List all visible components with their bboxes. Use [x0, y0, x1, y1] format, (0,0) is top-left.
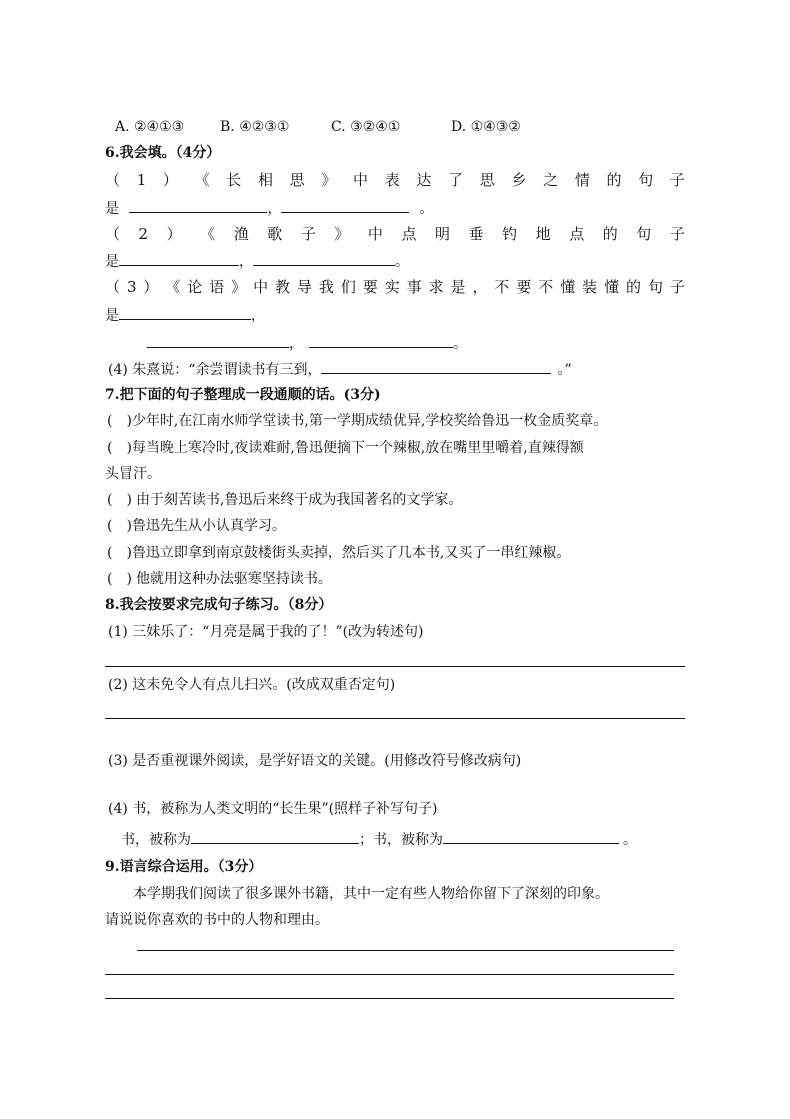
justified-char: 论 — [187, 278, 203, 296]
justified-char: 语 — [209, 278, 225, 296]
justified-char: （ — [105, 225, 121, 243]
q8-s4-blank-2[interactable] — [443, 829, 619, 844]
q9-body-1: 本学期我们阅读了很多课外书籍，其中一定有些人物给你留下了深刻的印象。 — [133, 886, 609, 902]
justified-char: 2 — [138, 225, 149, 243]
option-b: B. ④②③① — [220, 119, 290, 135]
q8-s4-blank-1[interactable] — [191, 829, 359, 844]
q6-s1-blank-1[interactable] — [129, 198, 267, 213]
q6-s3-line2: 是 ， — [105, 305, 265, 326]
justified-char: 要 — [516, 278, 532, 296]
justified-char: 《 — [165, 278, 181, 296]
justified-char: 是 — [450, 278, 466, 296]
justified-char: 相 — [257, 171, 273, 189]
justified-char: 《 — [194, 171, 210, 189]
justified-char: 了 — [448, 171, 464, 189]
q9-answer-line-2[interactable] — [105, 974, 674, 975]
option-a: A. ②④①③ — [115, 119, 185, 135]
justified-char: 的 — [602, 225, 618, 243]
justified-char: 要 — [362, 278, 378, 296]
q9-answer-line-3[interactable] — [105, 998, 674, 999]
justified-char: 达 — [416, 171, 432, 189]
q7-paren-1[interactable]: ( ) — [107, 413, 132, 429]
q7-item-4: ( )鲁迅先生从小认真学习。 — [107, 518, 286, 534]
justified-char: 装 — [582, 278, 598, 296]
q7-paren-2[interactable]: ( ) — [107, 440, 132, 456]
justified-char: 渔 — [233, 225, 249, 243]
justified-char: 懂 — [604, 278, 620, 296]
q6-s3-line3: ， 。 — [147, 333, 467, 354]
q6-s3-line1 — [105, 277, 685, 297]
q7-paren-6[interactable]: ( ) — [107, 571, 132, 587]
q9-title: 9.语言综合运用。（3分） — [105, 859, 263, 875]
justified-char: 钓 — [502, 225, 518, 243]
q7-item-5: ( )鲁迅立即拿到南京鼓楼街头卖掉，然后买了几本书,又买了一串红辣椒。 — [107, 545, 571, 561]
justified-char: ） — [162, 171, 178, 189]
q7-title: 7.把下面的句子整理成一段通顺的话。(3分) — [105, 387, 381, 403]
q8-s4: (4) 书，被称为人类文明的“长生果”(照样子补写句子) — [108, 801, 438, 817]
justified-char: 求 — [428, 278, 444, 296]
q6-s4: (4) 朱熹说：“余尝谓读书有三到， 。” — [108, 359, 572, 380]
justified-char: ） — [143, 278, 159, 296]
justified-char: 子 — [669, 278, 685, 296]
justified-char: ， — [472, 278, 488, 296]
justified-char: 表 — [384, 171, 400, 189]
justified-char: 句 — [636, 225, 652, 243]
q9-body-2: 请说说你喜欢的书中的人物和理由。 — [105, 912, 329, 928]
justified-char: 乡 — [511, 171, 527, 189]
q6-s3-blank-3[interactable] — [309, 333, 453, 348]
justified-char: 1 — [136, 171, 147, 189]
q6-s3-blank-2[interactable] — [147, 333, 289, 348]
q7-item-2-cont: 头冒汗。 — [105, 466, 161, 482]
q7-paren-3[interactable]: ( ) — [107, 492, 132, 508]
q6-s1-blank-2[interactable] — [281, 198, 409, 213]
q8-s3: (3) 是否重视课外阅读，是学好语文的关键。(用修改符号修改病句) — [108, 753, 522, 769]
justified-char: 不 — [494, 278, 510, 296]
q8-s2-answer-line[interactable] — [105, 718, 685, 719]
justified-char: 3 — [126, 278, 137, 296]
justified-char: 》 — [334, 225, 350, 243]
justified-char: 句 — [638, 171, 654, 189]
justified-char: 我 — [318, 278, 334, 296]
justified-char: 之 — [543, 171, 559, 189]
q8-s1-answer-line[interactable] — [105, 666, 685, 667]
justified-char: 教 — [275, 278, 291, 296]
justified-char: 导 — [296, 278, 312, 296]
justified-char: 长 — [226, 171, 242, 189]
option-d: D. ①④③② — [451, 119, 521, 135]
justified-char: 情 — [574, 171, 590, 189]
q7-item-6: ( ) 他就用这种办法驱寒坚持读书。 — [107, 571, 332, 587]
justified-char: 》 — [321, 171, 337, 189]
justified-char: 中 — [253, 278, 269, 296]
justified-char: （ — [105, 171, 121, 189]
justified-char: 地 — [535, 225, 551, 243]
justified-char: 明 — [435, 225, 451, 243]
q6-title: 6.我会填。（4分） — [105, 145, 221, 161]
q8-s2: (2) 这未免令人有点儿扫兴。(改成双重否定句) — [108, 677, 396, 693]
justified-char: 们 — [340, 278, 356, 296]
justified-char: 思 — [479, 171, 495, 189]
q8-s4-fill: 书，被称为 ；书，被称为 。 — [121, 829, 637, 850]
q6-s1-line1 — [105, 170, 685, 190]
justified-char: 实 — [384, 278, 400, 296]
q7-item-3: ( ) 由于刻苦读书,鲁迅后来终于成为我国著名的文学家。 — [107, 492, 463, 508]
q7-item-1: ( )少年时,在江南水师学堂读书,第一学期成绩优异,学校奖给鲁迅一枚金质奖章。 — [107, 413, 608, 429]
justified-char: 子 — [669, 171, 685, 189]
q9-answer-line-1[interactable] — [137, 950, 674, 951]
justified-char: 句 — [647, 278, 663, 296]
q6-s4-blank[interactable] — [321, 359, 551, 374]
q6-s2-blank-2[interactable] — [253, 251, 395, 266]
option-c: C. ③②④① — [331, 119, 401, 135]
justified-char: 子 — [669, 225, 685, 243]
q6-s3-blank-1[interactable] — [119, 305, 251, 320]
q8-title: 8.我会按要求完成句子练习。（8分） — [105, 597, 333, 613]
justified-char: 歌 — [267, 225, 283, 243]
justified-char: ） — [166, 225, 182, 243]
justified-char: 的 — [626, 278, 642, 296]
justified-char: 中 — [367, 225, 383, 243]
q6-s2-blank-1[interactable] — [119, 251, 239, 266]
q8-s1: (1) 三妹乐了：“月亮是属于我的了！”(改为转述句) — [108, 624, 424, 640]
justified-char: 》 — [231, 278, 247, 296]
justified-char: 垂 — [468, 225, 484, 243]
justified-char: 思 — [289, 171, 305, 189]
q6-s2-line1 — [105, 224, 685, 244]
q7-paren-4[interactable]: ( ) — [107, 518, 132, 534]
justified-char: 中 — [353, 171, 369, 189]
q7-item-2: ( )每当晚上寒冷时,夜读难耐,鲁迅便摘下一个辣椒,放在嘴里里嚼着,直辣得额 — [107, 440, 584, 456]
q7-paren-5[interactable]: ( ) — [107, 545, 132, 561]
justified-char: 点 — [401, 225, 417, 243]
justified-char: 不 — [538, 278, 554, 296]
justified-char: 的 — [606, 171, 622, 189]
justified-char: 事 — [406, 278, 422, 296]
q5-options — [115, 117, 521, 137]
justified-char: 《 — [200, 225, 216, 243]
q6-s2-line2: 是 ， 。 — [105, 251, 409, 272]
justified-char: 懂 — [560, 278, 576, 296]
justified-char: （ — [105, 278, 121, 296]
justified-char: 子 — [300, 225, 316, 243]
q6-s1-line2: 是 ， 。 — [105, 198, 433, 219]
justified-char: 点 — [569, 225, 585, 243]
